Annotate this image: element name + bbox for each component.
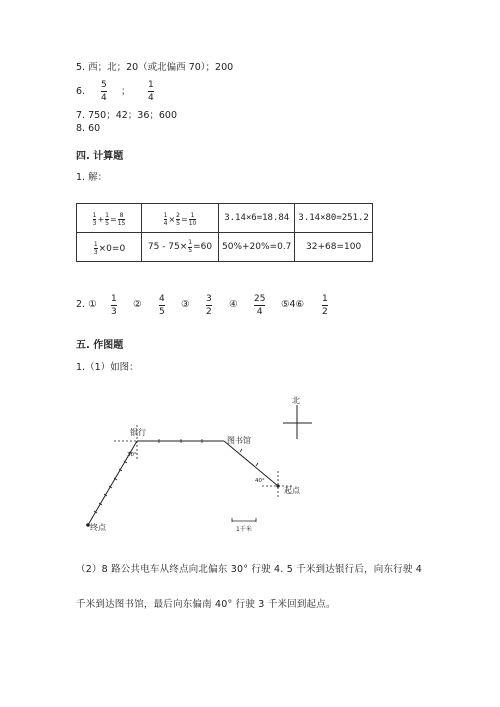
q2-mark-3: ③ xyxy=(181,299,190,310)
q2-mark-2: ② xyxy=(133,299,142,310)
drawing-q1b-line-2: 千米到达图书馆，最后向东偏南 40° 行驶 3 千米回到起点。 xyxy=(76,599,336,610)
answer-6-fraction-1: 5 4 xyxy=(101,80,107,103)
calc-q2-label: 2. ① xyxy=(76,299,97,310)
table-row xyxy=(77,233,373,262)
scale-label: 1千米 xyxy=(236,526,252,533)
north-label: 北 xyxy=(292,396,300,405)
drawing-q1b-line-1: （2）8 路公共电车从终点向北偏东 30° 行驶 4. 5 千米到达银行后，向东行驶 4 xyxy=(76,564,423,575)
answer-6-separator: ； xyxy=(121,86,131,97)
table-cell: 3.14×6=18.84 xyxy=(219,204,295,233)
table-cell: 1 3 + 1 5 = 8 15 xyxy=(77,204,142,233)
q2-fraction-4: 25 4 xyxy=(254,294,266,317)
calc-q1-label: 1. 解： xyxy=(76,172,108,183)
answer-6-fraction-2: 1 4 xyxy=(148,80,154,103)
table-cell: 32+68=100 xyxy=(295,233,372,262)
drawing-q1-label: 1.（1）如图： xyxy=(76,362,139,373)
answer-8: 8. 60 xyxy=(76,123,101,134)
answer-5: 5. 西；北；20（或北偏西 70）；200 xyxy=(76,62,234,73)
end-label: 终点 xyxy=(90,523,106,532)
table-cell: 50%+20%=0.7 xyxy=(219,233,295,262)
table-cell: 75 - 75× 1 5 =60 xyxy=(142,233,219,262)
section-4-title: 四. 计算题 xyxy=(76,151,124,162)
table-cell: 1 4 × 2 5 = 1 10 xyxy=(142,204,219,233)
route-map xyxy=(0,385,500,545)
q2-fraction-5: 1 2 xyxy=(322,294,328,317)
q2-mark-4: ④ xyxy=(229,299,238,310)
answer-6-label: 6. xyxy=(76,86,86,97)
scale-bar xyxy=(232,518,256,522)
angle-30-label: 30° xyxy=(127,452,137,458)
table-cell: 3.14×80=251.2 xyxy=(295,204,372,233)
q2-fraction-2: 4 5 xyxy=(159,294,165,317)
table-cell: 1 3 ×0=0 xyxy=(77,233,142,262)
q2-fraction-1: 1 3 xyxy=(111,294,117,317)
bank-label: 银行 xyxy=(130,428,146,437)
route-library-to-start xyxy=(224,441,278,486)
start-label: 起点 xyxy=(284,486,300,495)
q2-fraction-3: 3 2 xyxy=(206,294,212,317)
table-row xyxy=(77,204,373,233)
library-label: 图书馆 xyxy=(227,436,251,445)
section-5-title: 五. 作图题 xyxy=(76,340,124,351)
north-compass-icon xyxy=(283,405,312,439)
calculation-table xyxy=(76,203,373,262)
answer-7: 7. 750；42；36；600 xyxy=(76,110,178,121)
q2-mark-5: ⑤4⑥ xyxy=(281,299,305,310)
start-point-dot xyxy=(276,484,279,487)
angle-40-label: 40° xyxy=(255,478,265,484)
